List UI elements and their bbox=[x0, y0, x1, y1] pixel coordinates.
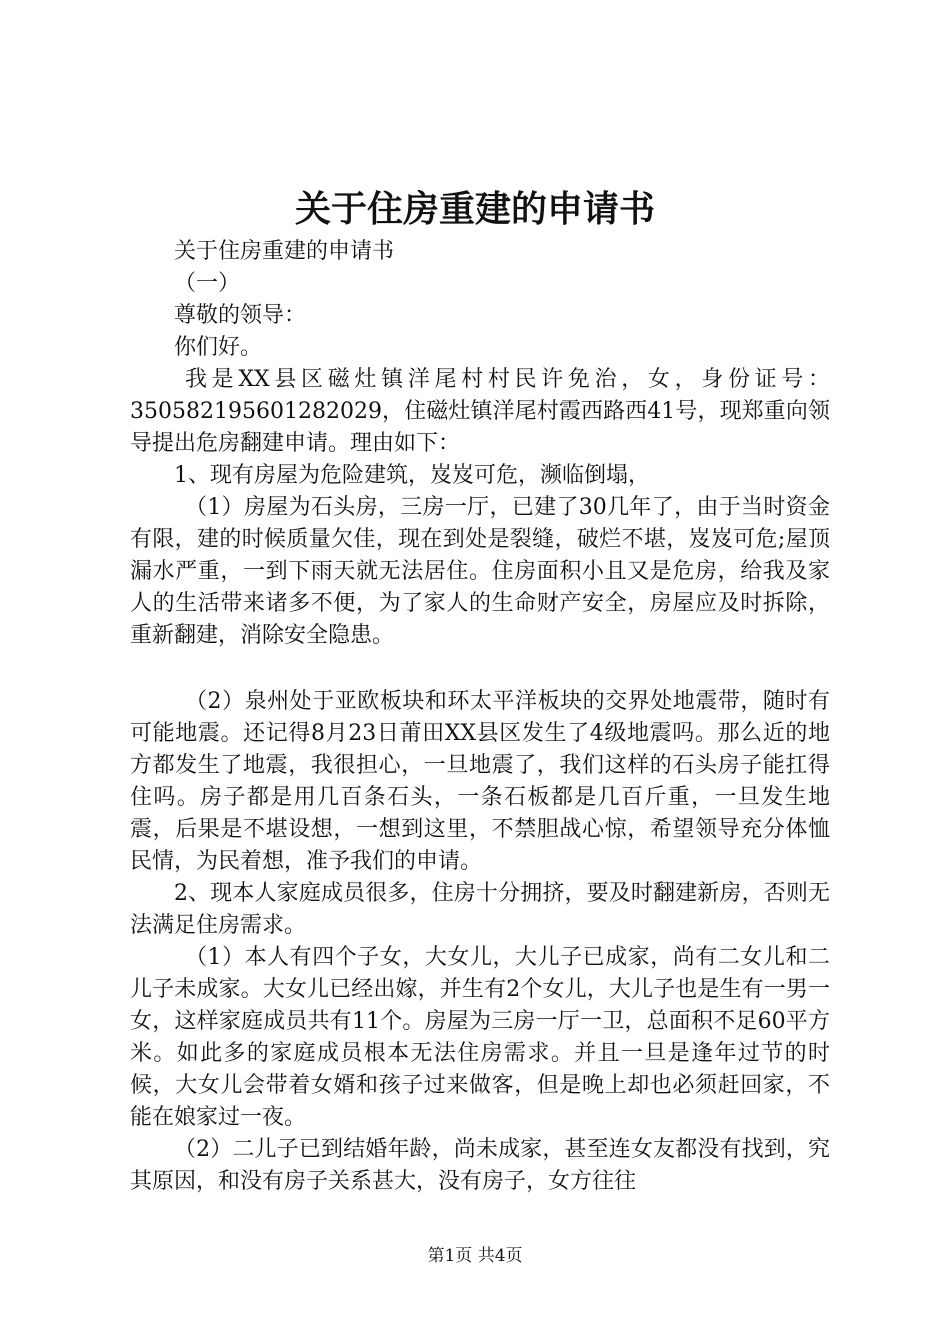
paragraph-greeting: 你们好。 bbox=[174, 335, 263, 360]
document-body bbox=[130, 236, 830, 1198]
document-title: 关于住房重建的申请书 bbox=[294, 188, 655, 230]
paragraph-subtitle: 关于住房重建的申请书 bbox=[174, 239, 395, 264]
page-footer: 第1页 共4页 bbox=[427, 1246, 523, 1266]
paragraph-reason-1-2: （2）泉州处于亚欧板块和环太平洋板块的交界处地震带，随时有可能地震。还记得8月23日莆田XX县区发生了4级地震吗。那么近的地方都发生了地震，我很担心，一旦地震了，我们这样的石头房子能扛得住吗。房子都是用几百条石头，一条石板都是几百斤重，一旦发生地震，后果是不堪设想，一想到这里，不禁胆战心惊，希望领导充分体恤民情，为民着想，准予我们的申请。 bbox=[130, 689, 830, 874]
paragraph-reason-1: 1、现有房屋为危险建筑，岌岌可危，濒临倒塌， bbox=[174, 463, 650, 488]
paragraph-section-number: （一） bbox=[174, 271, 241, 296]
paragraph-reason-2: 2、现本人家庭成员很多，住房十分拥挤，要及时翻建新房，否则无法满足住房需求。 bbox=[130, 881, 830, 938]
paragraph-reason-2-2: （2）二儿子已到结婚年龄，尚未成家，甚至连女友都没有找到，究其原因，和没有房子关系甚大，没有房子，女方往往 bbox=[130, 1137, 830, 1194]
paragraph-reason-2-1: （1）本人有四个子女，大女儿，大儿子已成家，尚有二女儿和二儿子未成家。大女儿已经出嫁，并生有2个女儿，大儿子也是生有一男一女，这样家庭成员共有11个。房屋为三房一厅一卫，总面积不足60平方米。如此多的家庭成员根本无法住房需求。并且一旦是逢年过节的时候，大女儿会带着女婿和孩子过来做客，但是晚上却也必须赶回家，不能在娘家过一夜。 bbox=[130, 945, 830, 1130]
paragraph-salutation: 尊敬的领导： bbox=[174, 303, 307, 328]
paragraph-introduction: 我是XX县区磁灶镇洋尾村村民许免治，女，身份证号：350582195601282029，住磁灶镇洋尾村霞西路西41号，现郑重向领导提出危房翻建申请。理由如下： bbox=[130, 367, 830, 456]
paragraph-reason-1-1: （1）房屋为石头房，三房一厅，已建了30几年了，由于当时资金有限，建的时候质量欠佳，现在到处是裂缝，破烂不堪，岌岌可危;屋顶漏水严重，一到下雨天就无法居住。住房面积小且又是危房，给我及家人的生活带来诸多不便，为了家人的生命财产安全，房屋应及时拆除，重新翻建，消除安全隐患。 bbox=[130, 495, 830, 648]
